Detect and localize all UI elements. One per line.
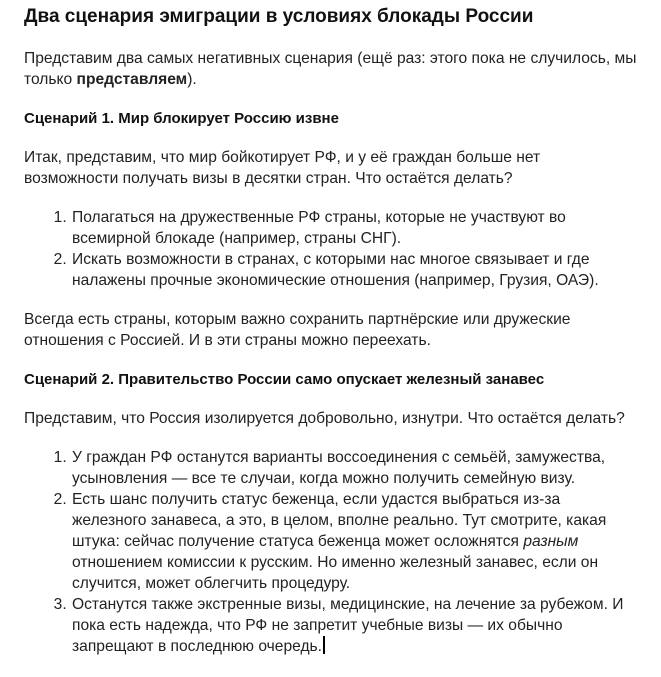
intro-text-start: Представим два самых негативных сценария (ещё раз: этого пока не случилось, мы только (24, 50, 637, 88)
list-item (71, 594, 637, 657)
text-cursor (323, 636, 325, 654)
intro-paragraph (24, 48, 637, 90)
scenario-1-lead: Итак, представим, что мир бойкотирует РФ, и у её граждан больше нет возможности получать визы в десятки стран. Что остаётся делать? (24, 149, 541, 187)
document-title: Два сценария эмиграции в условиях блокады России (24, 6, 534, 27)
intro-text-end: ). (187, 71, 197, 88)
intro-bold-word: представляем (76, 71, 188, 88)
scenario-2-lead: Представим, что Россия изолируется добровольно, изнутри. Что остаётся делать? (24, 410, 625, 427)
item-text-start: Есть шанс получить статус беженца, если удастся выбраться из-за железного занавеса, а это, в целом, вполне реально. Тут смотрите, какая штука: сейчас получение статуса беженца может осложнятся (72, 491, 607, 550)
list-item (71, 489, 637, 594)
scenario-1-outro: Всегда есть страны, которым важно сохранить партнёрские или дружеские отношения с Россией. И в эти страны можно переехать. (24, 311, 571, 349)
item-text: Останутся также экстренные визы, медицинские, на лечение за рубежом. И пока есть надежда, что РФ не запретит учебные визы — их обычно запрещают в последнюю очередь. (72, 596, 624, 655)
scenario-2-heading: Сценарий 2. Правительство России само опускает железный занавес (24, 371, 545, 388)
scenario-1-heading: Сценарий 1. Мир блокирует Россию извне (24, 110, 339, 127)
list-item: 2. Искать возможности в странах, с которыми нас многое связывает и где налажены прочные экономические отношения (например, Грузия, ОАЭ). (71, 249, 637, 291)
item-italic-word: разным (523, 533, 579, 550)
list-item: 1. У граждан РФ останутся варианты воссоединения с семьёй, замужества, усыновления — все те случаи, когда можно получить семейную визу. (71, 447, 637, 489)
scenario-1-list (24, 207, 637, 291)
list-item: 1. Полагаться на дружественные РФ страны, которые не участвуют во всемирной блокаде (например, страны СНГ). (71, 207, 637, 249)
item-text-end: отношением комиссии к русским. Но именно железный занавес, если он случится, может облегчить процедуру. (72, 554, 599, 592)
scenario-2-list (24, 447, 637, 657)
